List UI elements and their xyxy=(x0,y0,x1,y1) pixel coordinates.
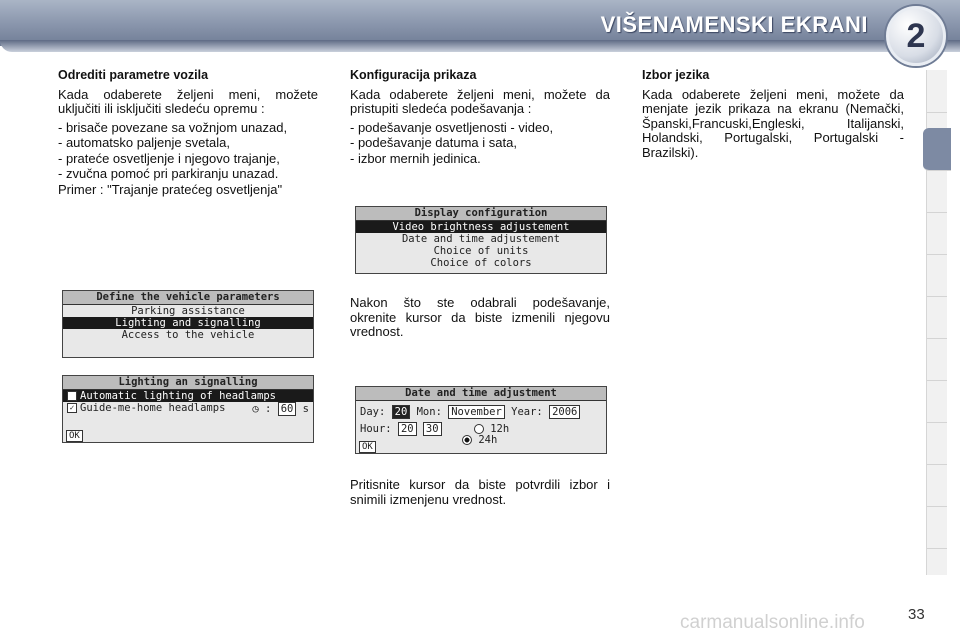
month-field: November xyxy=(448,405,505,419)
checkbox-icon xyxy=(67,391,77,401)
chapter-tab[interactable] xyxy=(927,212,947,255)
paragraph: Kada odaberete željeni meni, možete da pristupiti sledeća podešavanja : xyxy=(350,86,610,116)
column-language xyxy=(642,68,904,160)
format-label: 12h xyxy=(490,423,510,435)
section-heading: Konfiguracija prikaza xyxy=(350,68,477,82)
setting-label: Automatic lighting of headlamps xyxy=(80,390,276,402)
menu-item: Choice of units xyxy=(433,245,529,257)
menu-item: Access to the vehicle xyxy=(121,329,255,341)
minute-field: 30 xyxy=(423,422,442,436)
day-label: Day: xyxy=(360,406,386,418)
duration-unit: s xyxy=(302,403,309,415)
chapter-tab[interactable] xyxy=(927,380,947,423)
menu-item: Choice of colors xyxy=(430,257,532,269)
date-row xyxy=(356,405,606,417)
page-header xyxy=(0,0,960,58)
screen-lighting xyxy=(62,375,314,443)
watermark: carmanualsonline.info xyxy=(680,612,865,633)
chapter-tab[interactable] xyxy=(927,464,947,507)
duration-value: 60 xyxy=(278,402,297,416)
format-24h xyxy=(462,434,497,446)
section-heading: Odrediti parametre vozila xyxy=(58,68,209,82)
hour-field: 20 xyxy=(398,422,417,436)
paragraph: Pritisnite kursor da biste potvrdili izbor i snimili izmenjenu vrednost. xyxy=(350,477,610,507)
paragraph: Nakon što ste odabrali podešavanje, okrenite kursor da biste izmenili njegovu vrednost. xyxy=(350,295,610,339)
list-item: - prateće osvetljenje i njegovo trajanje, xyxy=(58,150,280,166)
chapter-tab[interactable] xyxy=(927,70,947,113)
confirm-block xyxy=(350,478,610,507)
header-curve xyxy=(0,40,960,52)
year-field: 2006 xyxy=(549,405,580,419)
format-label: 24h xyxy=(478,434,498,446)
list-item: - izbor mernih jedinica. xyxy=(350,150,481,166)
paragraph: Kada odaberete željeni meni, možete da menjate jezik prikaza na ekranu (Nemački, Španski,Francuski,Engleski, Italijanski, Holandski, Portugalski, Portugalski - Brazilski). xyxy=(642,86,904,160)
hour-label: Hour: xyxy=(360,423,392,435)
list-item: - podešavanje datuma i sata, xyxy=(350,135,517,150)
page-title: VIŠENAMENSKI EKRANI xyxy=(600,12,868,37)
chapter-tab[interactable] xyxy=(927,296,947,339)
chapter-tab-active[interactable] xyxy=(923,128,951,171)
chapter-badge: 2 xyxy=(886,6,946,66)
screen-title: Lighting an signalling xyxy=(63,376,313,390)
chapter-tab[interactable] xyxy=(927,170,947,213)
example-text: Primer : "Trajanje pratećeg osvetljenja" xyxy=(58,181,283,197)
list-item: - podešavanje osvetljenosti - video, xyxy=(350,119,554,135)
chapter-tab[interactable] xyxy=(927,506,947,549)
list-item: - brisače povezane sa vožnjom unazad, xyxy=(58,119,288,135)
format-row xyxy=(356,434,606,446)
menu-item-selected: Lighting and signalling xyxy=(63,317,313,329)
column-vehicle-params xyxy=(58,68,318,197)
chapter-tab[interactable] xyxy=(927,254,947,297)
day-field: 20 xyxy=(392,405,411,419)
setting-row xyxy=(63,390,313,402)
option-list xyxy=(58,121,318,182)
radio-on-icon xyxy=(462,435,472,445)
section-heading: Izbor jezika xyxy=(642,68,710,82)
chapter-tab-strip xyxy=(926,70,947,575)
page-number: 33 xyxy=(908,606,925,623)
year-label: Year: xyxy=(511,406,543,418)
setting-row xyxy=(63,402,313,414)
screen-vehicle-params xyxy=(62,290,314,358)
menu-item-selected: Video brightness adjustement xyxy=(356,221,606,233)
radio-off-icon xyxy=(474,424,484,434)
ok-label: OK xyxy=(359,441,376,453)
list-item: - automatsko paljenje svetala, xyxy=(58,135,230,150)
screen-display-config xyxy=(355,206,607,274)
setting-label: Guide-me-home headlamps xyxy=(80,402,226,414)
instruction-block xyxy=(350,296,610,340)
time-row xyxy=(356,422,606,434)
column-display-config xyxy=(350,68,610,167)
screen-title: Define the vehicle parameters xyxy=(63,291,313,305)
ok-label: OK xyxy=(66,430,83,442)
screen-title: Date and time adjustment xyxy=(356,387,606,401)
chapter-tab[interactable] xyxy=(927,422,947,465)
paragraph: Kada odaberete željeni meni, možete uključiti ili isključiti sledeću opremu : xyxy=(58,86,318,116)
month-label: Mon: xyxy=(416,406,442,418)
clock-icon: ◷ xyxy=(252,403,259,415)
chapter-tab[interactable] xyxy=(927,338,947,381)
checkbox-checked-icon: ✓ xyxy=(67,403,77,413)
list-item: - zvučna pomoć pri parkiranju unazad. xyxy=(58,166,279,181)
screen-date-time xyxy=(355,386,607,454)
menu-item: Parking assistance xyxy=(131,305,245,317)
screen-title: Display configuration xyxy=(356,207,606,221)
menu-item: Date and time adjustement xyxy=(401,233,561,245)
duration-setting: ◷ : 60 s xyxy=(252,403,309,415)
option-list xyxy=(350,121,610,167)
